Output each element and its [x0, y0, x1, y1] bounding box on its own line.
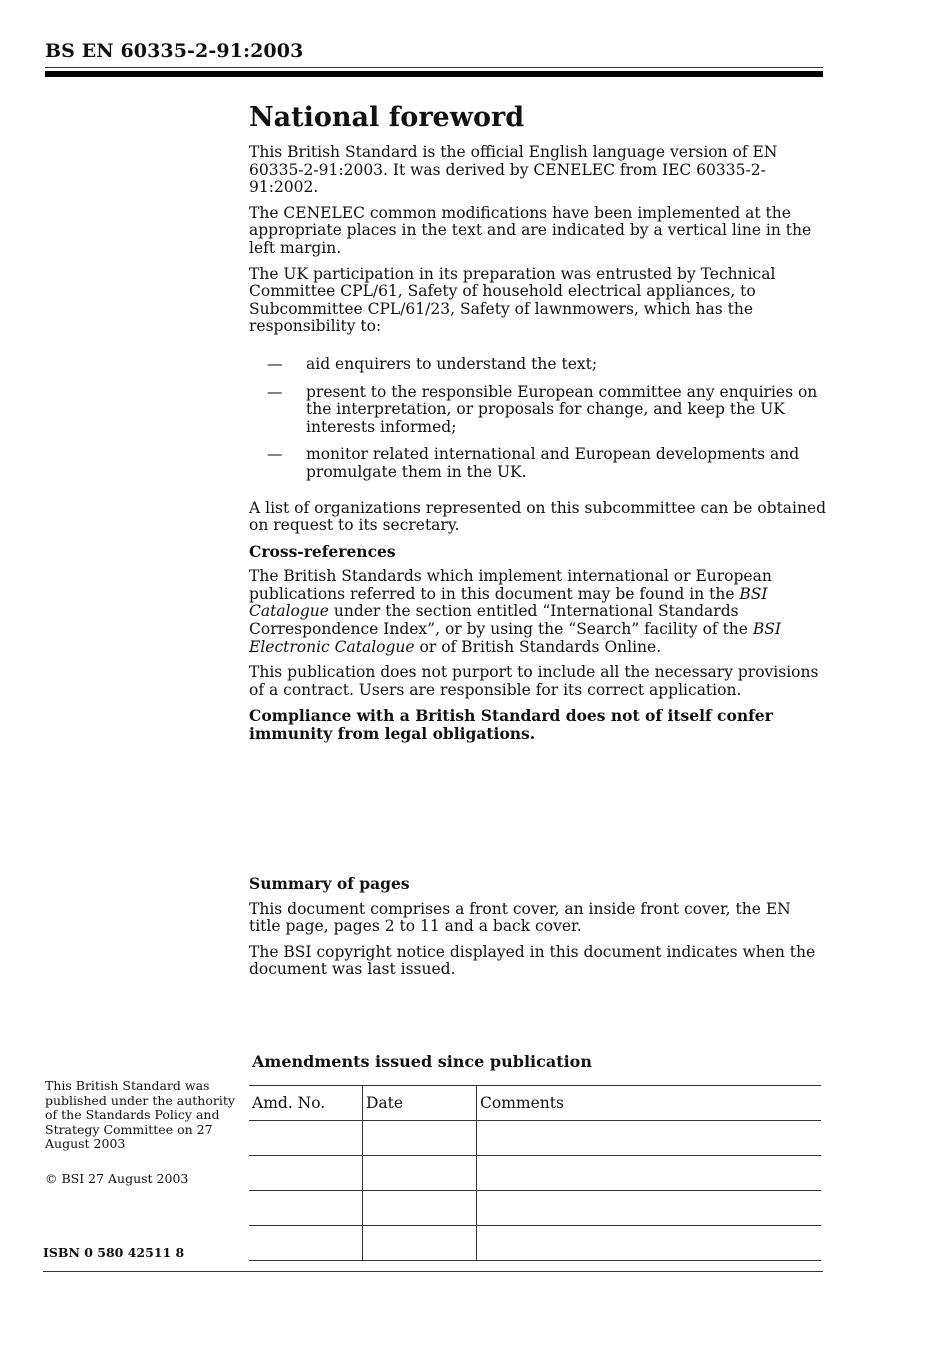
summary-paragraph-1: This document comprises a front cover, an inside front cover, the EN title page, pages 2 to 11 and a back cover. [249, 899, 791, 936]
table-header-row [249, 1086, 821, 1121]
cross-references-paragraph-2: This publication does not purport to include all the necessary provisions of a contract. Users are responsible for its correct application. [249, 663, 819, 699]
publication-authority-note: This British Standard was published under the authority of the Standards Policy and Strategy Committee on 27 August 2003 [45, 1078, 235, 1151]
cross-references-paragraph-1: The British Standards which implement international or European publications referred to in this document may be found in the BSI Catalogue under the section entitled “International Standards Correspondence Index”, or by using the “Search” facility of the BSI Electronic Catalogue or of British Standards Online. [249, 567, 782, 656]
foreword-paragraph-4: A list of organizations represented on this subcommittee can be obtained on request to its secretary. [249, 498, 827, 535]
table-row [249, 1191, 821, 1226]
list-item-text: aid enquirers to understand the text; [306, 354, 598, 373]
foreword-paragraph-1: This British Standard is the official English language version of EN 60335-2-91:2003. It was derived by CENELEC from IEC 60335-2-91:2002. [249, 143, 778, 197]
table-cell [363, 1191, 477, 1226]
summary-section [249, 875, 827, 987]
amendments-table [249, 1085, 821, 1261]
bsi-catalogue-title: BSI Catalogue [249, 584, 768, 621]
foreword-paragraph-2: The CENELEC common modifications have been implemented at the appropriate places in the text and are indicated by a vertical line in the left margin. [249, 203, 812, 257]
table-cell [477, 1156, 822, 1191]
table-cell [363, 1156, 477, 1191]
table-cell [249, 1226, 363, 1261]
column-header-comments: Comments [477, 1086, 822, 1121]
list-item-text: present to the responsible European committee any enquiries on the interpretation, or proposals for change, and keep the UK interests informed; [306, 382, 818, 436]
list-item-text: monitor related international and European developments and promulgate them in the UK. [306, 445, 800, 481]
table-row [249, 1156, 821, 1191]
column-header-amd-no: Amd. No. [249, 1086, 363, 1121]
footer-rule [43, 1271, 823, 1272]
column-header-date: Date [363, 1086, 477, 1121]
header-rule-thin [45, 67, 823, 68]
table-cell [477, 1226, 822, 1261]
dash-bullet: — [267, 382, 283, 401]
table-cell [477, 1121, 822, 1156]
summary-paragraph-2: The BSI copyright notice displayed in this document indicates when the document was last issued. [249, 942, 816, 979]
table-cell [249, 1191, 363, 1226]
list-item [249, 446, 827, 481]
list-item [249, 384, 827, 437]
copyright-note: © BSI 27 August 2003 [45, 1171, 189, 1186]
responsibility-list [249, 356, 827, 482]
list-item [249, 356, 827, 374]
bsi-electronic-catalogue-title: BSI Electronic Catalogue [249, 620, 782, 656]
table-row [249, 1121, 821, 1156]
table-cell [363, 1226, 477, 1261]
dash-bullet: — [267, 354, 283, 373]
foreword-paragraph-3: The UK participation in its preparation was entrusted by Technical Committee CPL/61, Safety of household electrical appliances, to Subcommittee CPL/61/23, Safety of lawnmowers, which has the responsibility to: [249, 264, 776, 336]
table-cell [249, 1156, 363, 1191]
cross-references-heading: Cross-references [249, 541, 396, 561]
table-cell [249, 1121, 363, 1156]
page-title: National foreword [249, 102, 525, 133]
foreword-section [249, 102, 827, 751]
table-cell [477, 1191, 822, 1226]
table-row [249, 1226, 821, 1261]
amendments-title: Amendments issued since publication [252, 1052, 592, 1071]
dash-bullet: — [267, 445, 283, 464]
isbn: ISBN 0 580 42511 8 [43, 1245, 185, 1260]
table-cell [363, 1121, 477, 1156]
summary-heading: Summary of pages [249, 874, 410, 893]
document-id: BS EN 60335-2-91:2003 [45, 40, 304, 62]
compliance-note: Compliance with a British Standard does not of itself confer immunity from legal obligations. [249, 706, 773, 744]
header-rule-thick [45, 71, 823, 77]
